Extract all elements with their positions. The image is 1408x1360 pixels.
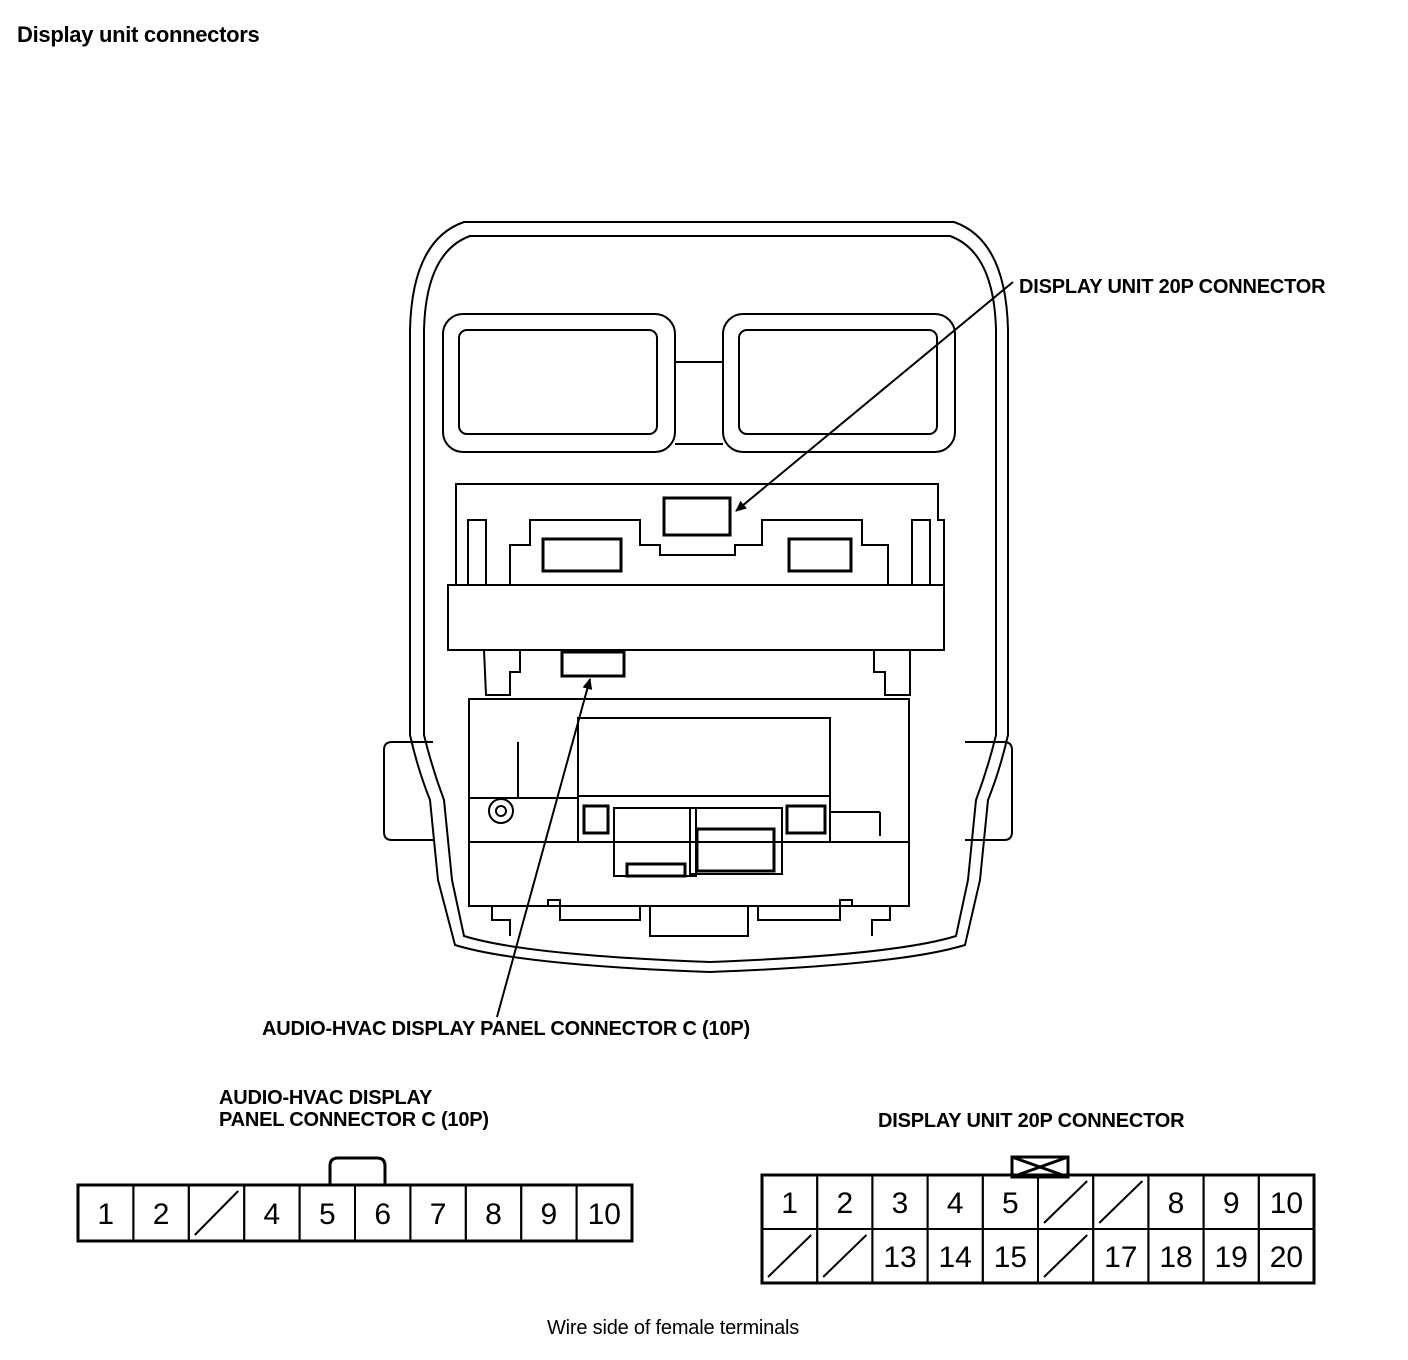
pin-number: 13: [883, 1241, 917, 1274]
unused-pin-slash: [195, 1191, 238, 1235]
callout-arrow-10p: [497, 679, 590, 1017]
pin-number: 1: [781, 1187, 798, 1220]
pin-number: 9: [540, 1198, 558, 1231]
callout-display-unit-20p: DISPLAY UNIT 20P CONNECTOR: [1019, 276, 1326, 298]
callout-audio-hvac-10p: AUDIO-HVAC DISPLAY PANEL CONNECTOR C (10P): [262, 1018, 750, 1040]
pin-number: 17: [1104, 1241, 1138, 1274]
audio-hvac-10p-connector: [562, 652, 624, 676]
upper-connector-right: [789, 539, 851, 571]
unused-pin-slash: [1044, 1181, 1087, 1223]
connector-10p-pins: [78, 1185, 632, 1241]
unused-pin-slash: [768, 1235, 811, 1277]
pin-number: 7: [429, 1198, 447, 1231]
display-unit-20p-connector: [664, 498, 730, 535]
pin-number: 19: [1214, 1241, 1248, 1274]
pin-number: 9: [1222, 1187, 1240, 1220]
side-tabs: [384, 742, 1012, 840]
pin-number: 18: [1159, 1241, 1193, 1274]
pin-number: 1: [97, 1198, 115, 1231]
pin-number: 5: [1002, 1187, 1019, 1220]
connector-10p-title-line1: AUDIO-HVAC DISPLAY: [219, 1087, 433, 1109]
connector-20p-title: DISPLAY UNIT 20P CONNECTOR: [878, 1110, 1185, 1132]
pin-number: 8: [485, 1198, 502, 1231]
pin-number: 5: [318, 1198, 336, 1231]
unused-pin-slash: [1099, 1181, 1142, 1223]
pin-number: 2: [152, 1198, 170, 1231]
pin-number: 4: [263, 1198, 281, 1231]
display-window-left: [443, 314, 675, 452]
pin-number: 20: [1269, 1241, 1304, 1274]
pin-number: 10: [1269, 1187, 1304, 1220]
console-housing: [410, 222, 1008, 972]
pin-number: 8: [1167, 1187, 1185, 1220]
pin-number: 15: [993, 1241, 1028, 1274]
lower-control-unit: [469, 699, 909, 936]
pin-number: 10: [587, 1198, 621, 1231]
page-title: Display unit connectors: [17, 22, 260, 47]
connector-10p-title: [219, 1087, 489, 1131]
pin-number: 3: [891, 1187, 909, 1220]
pin-number: 14: [938, 1241, 972, 1274]
pin-number: 4: [946, 1187, 964, 1220]
lower-connector-right: [787, 806, 825, 833]
caption: Wire side of female terminals: [547, 1317, 800, 1339]
lower-connector-left: [584, 806, 608, 833]
lower-connector-small: [627, 864, 685, 876]
display-window-right: [723, 314, 955, 452]
unused-pin-slash: [823, 1235, 866, 1277]
window-bridge: [675, 362, 723, 444]
upper-connector-left: [543, 539, 621, 571]
pin-number: 2: [836, 1187, 854, 1220]
unused-pin-slash: [1044, 1235, 1087, 1277]
pin-number: 6: [374, 1198, 392, 1231]
upper-panel: [448, 484, 944, 695]
lower-connector-center: [697, 829, 774, 871]
connector-10p-title-line2: PANEL CONNECTOR C (10P): [219, 1109, 489, 1131]
callout-arrow-20p: [736, 282, 1013, 511]
connector-20p-pins: [762, 1175, 1314, 1283]
